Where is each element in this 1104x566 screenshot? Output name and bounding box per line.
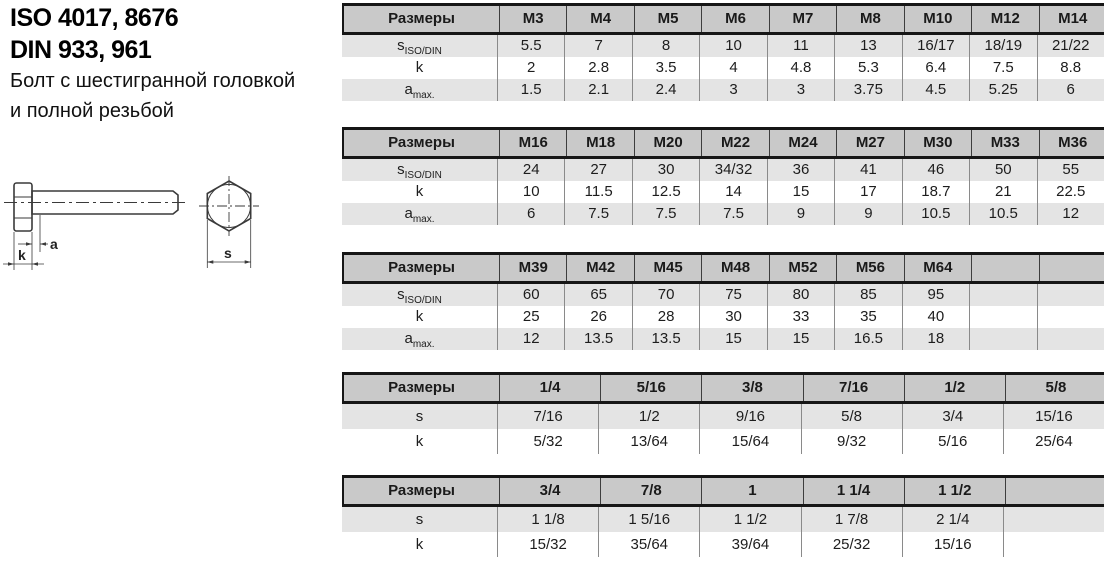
value-cell: 13.5 <box>565 328 632 350</box>
value-cell: 1/2 <box>599 404 700 429</box>
table-row <box>342 429 1104 454</box>
value-cell: 34/32 <box>700 159 767 181</box>
row-label-symbol: s <box>397 286 405 303</box>
value-cell <box>1038 306 1104 328</box>
size-column-header <box>972 255 1039 281</box>
row-label-symbol: k <box>415 536 424 553</box>
value-cell: 10.5 <box>970 203 1037 225</box>
value-cell: 3/4 <box>903 404 1004 429</box>
value-cell: 12.5 <box>633 181 700 203</box>
size-column-header <box>1040 255 1104 281</box>
value-cell: 70 <box>633 284 700 306</box>
value-cell: 11.5 <box>565 181 632 203</box>
metric-sizes-table-m16-m36 <box>342 127 1104 225</box>
value-cell: 5.3 <box>835 57 902 79</box>
value-cell <box>970 328 1037 350</box>
table-row <box>342 35 1104 57</box>
size-column-header: M22 <box>702 130 769 156</box>
value-cell: 85 <box>835 284 902 306</box>
table-row <box>342 507 1104 532</box>
value-cell: 2.1 <box>565 79 632 101</box>
value-cell: 1 1/8 <box>498 507 599 532</box>
size-column-header: 1 <box>702 478 803 504</box>
size-column-header: M20 <box>635 130 702 156</box>
value-cell: 16/17 <box>903 35 970 57</box>
size-column-header: M5 <box>635 6 702 32</box>
value-cell <box>1004 532 1104 557</box>
value-cell: 6 <box>1066 81 1075 98</box>
size-column-header: M6 <box>702 6 769 32</box>
value-cell: 8 <box>633 35 700 57</box>
bolt-head-side <box>14 183 32 231</box>
row-label-symbol: s <box>397 161 405 178</box>
size-column-header: M39 <box>500 255 567 281</box>
size-column-header <box>1006 478 1104 504</box>
size-column-header: 1 1/4 <box>804 478 905 504</box>
value-cell: 21 <box>970 181 1037 203</box>
value-cell: 1 7/8 <box>802 507 903 532</box>
value-cell: 13/64 <box>599 429 700 454</box>
dimension-label-k: k <box>18 247 26 263</box>
table-row <box>342 159 1104 181</box>
row-label <box>342 507 498 532</box>
value-cell: 26 <box>565 306 632 328</box>
table-row <box>342 532 1104 557</box>
value-cell: 5.5 <box>498 35 565 57</box>
table-corner-label: Размеры <box>344 255 500 281</box>
table-header-row <box>342 372 1104 404</box>
row-label <box>342 35 498 57</box>
metric-sizes-table-m3-m14 <box>342 3 1104 101</box>
value-cell: 39/64 <box>700 532 801 557</box>
row-label-subscript: max. <box>412 214 435 225</box>
row-label-symbol: a <box>404 81 413 98</box>
size-column-header: M42 <box>567 255 634 281</box>
size-column-header: 1/4 <box>500 375 601 401</box>
size-column-header: 1 1/2 <box>905 478 1006 504</box>
metric-sizes-table-m39-m64 <box>342 252 1104 350</box>
value-cell: 7 <box>565 35 632 57</box>
size-column-header: M7 <box>770 6 837 32</box>
table-row <box>342 79 1104 101</box>
value-cell: 36 <box>768 159 835 181</box>
value-cell: 3.75 <box>835 79 902 101</box>
table-row <box>342 57 1104 79</box>
value-cell: 15 <box>768 181 835 203</box>
value-cell <box>970 306 1037 328</box>
value-cell: 30 <box>700 306 767 328</box>
value-cell: 30 <box>633 159 700 181</box>
value-cell: 2 <box>498 57 565 79</box>
value-cell: 1 1/2 <box>700 507 801 532</box>
row-label-symbol: k <box>415 183 424 200</box>
value-cell: 9/32 <box>802 429 903 454</box>
row-label <box>342 328 498 350</box>
size-column-header: 3/8 <box>702 375 803 401</box>
value-cell: 55 <box>1062 161 1080 178</box>
value-cell: 14 <box>700 181 767 203</box>
row-label-symbol: k <box>415 308 424 325</box>
value-cell: 15/16 <box>1035 408 1073 425</box>
value-cell: 5/8 <box>802 404 903 429</box>
value-cell <box>970 284 1037 306</box>
inch-sizes-table-threequarter-to-oneandhalf <box>342 475 1104 557</box>
table-corner-label: Размеры <box>344 6 500 32</box>
row-label-symbol: k <box>415 59 424 76</box>
table-corner-label: Размеры <box>344 375 500 401</box>
value-cell: 13.5 <box>633 328 700 350</box>
row-label <box>342 306 498 328</box>
row-label <box>342 284 498 306</box>
value-cell: 75 <box>700 284 767 306</box>
value-cell: 3 <box>700 79 767 101</box>
value-cell: 12 <box>1062 205 1080 222</box>
size-column-header: M18 <box>567 130 634 156</box>
row-label-symbol: a <box>404 330 413 347</box>
size-column-header: M48 <box>702 255 769 281</box>
value-cell <box>1004 507 1104 532</box>
size-column-header: M8 <box>837 6 904 32</box>
value-cell: 95 <box>903 284 970 306</box>
size-column-header: M10 <box>905 6 972 32</box>
value-cell: 10 <box>498 181 565 203</box>
row-label-subscript: ISO/DIN <box>404 46 442 57</box>
value-cell: 21/22 <box>1051 37 1090 54</box>
value-cell: 10 <box>700 35 767 57</box>
value-cell <box>1038 284 1104 306</box>
value-cell: 35/64 <box>599 532 700 557</box>
row-label <box>342 404 498 429</box>
size-column-header: M45 <box>635 255 702 281</box>
value-cell: 18.7 <box>903 181 970 203</box>
row-label-symbol: s <box>415 511 424 528</box>
value-cell: 80 <box>768 284 835 306</box>
value-cell: 2.8 <box>565 57 632 79</box>
value-cell: 35 <box>835 306 902 328</box>
table-row <box>342 404 1104 429</box>
value-cell: 16.5 <box>835 328 902 350</box>
value-cell: 7/16 <box>498 404 599 429</box>
value-cell: 25/32 <box>802 532 903 557</box>
value-cell: 6.4 <box>903 57 970 79</box>
value-cell: 6 <box>498 203 565 225</box>
value-cell: 12 <box>498 328 565 350</box>
value-cell: 7.5 <box>970 57 1037 79</box>
table-corner-label: Размеры <box>344 478 500 504</box>
table-row <box>342 328 1104 350</box>
row-label <box>342 181 498 203</box>
row-label-subscript: max. <box>412 339 435 350</box>
value-cell: 5.25 <box>970 79 1037 101</box>
size-column-header: M36 <box>1058 134 1088 151</box>
value-cell: 2 1/4 <box>903 507 1004 532</box>
row-label-symbol: s <box>415 408 424 425</box>
inch-sizes-table-quarter-to-fiveeighths <box>342 372 1104 454</box>
table-corner-label: Размеры <box>344 130 500 156</box>
row-label-symbol: s <box>397 37 405 54</box>
value-cell: 1 5/16 <box>599 507 700 532</box>
size-column-header: 7/16 <box>804 375 905 401</box>
value-cell <box>1038 328 1104 350</box>
size-column-header: 1/2 <box>905 375 1006 401</box>
value-cell: 7.5 <box>565 203 632 225</box>
value-cell: 3.5 <box>633 57 700 79</box>
size-column-header: M33 <box>972 130 1039 156</box>
value-cell: 17 <box>835 181 902 203</box>
value-cell: 18 <box>903 328 970 350</box>
table-row <box>342 306 1104 328</box>
row-label <box>342 429 498 454</box>
value-cell: 27 <box>565 159 632 181</box>
value-cell: 15/32 <box>498 532 599 557</box>
description-line-1: Болт с шестигранной головкой <box>10 70 296 92</box>
table-header-row <box>342 475 1104 507</box>
row-label <box>342 79 498 101</box>
row-label <box>342 532 498 557</box>
row-label-subscript: max. <box>412 90 435 101</box>
value-cell: 3 <box>768 79 835 101</box>
row-label-symbol: a <box>404 205 413 222</box>
value-cell: 25 <box>498 306 565 328</box>
row-label <box>342 159 498 181</box>
value-cell: 5/16 <box>903 429 1004 454</box>
value-cell: 15/16 <box>903 532 1004 557</box>
standard-iso: ISO 4017, 8676 <box>10 4 179 32</box>
value-cell: 9 <box>768 203 835 225</box>
value-cell: 1.5 <box>498 79 565 101</box>
value-cell: 15 <box>700 328 767 350</box>
table-header-row <box>342 3 1104 35</box>
size-column-header: M24 <box>770 130 837 156</box>
value-cell: 9 <box>835 203 902 225</box>
size-column-header: M30 <box>905 130 972 156</box>
value-cell: 4 <box>700 57 767 79</box>
value-cell: 22.5 <box>1056 183 1086 200</box>
size-column-header: M12 <box>972 6 1039 32</box>
table-row <box>342 203 1104 225</box>
value-cell: 2.4 <box>633 79 700 101</box>
value-cell: 33 <box>768 306 835 328</box>
size-column-header: M14 <box>1058 10 1088 27</box>
value-cell: 4.5 <box>903 79 970 101</box>
value-cell: 4.8 <box>768 57 835 79</box>
title-block <box>10 2 295 126</box>
table-header-row <box>342 127 1104 159</box>
size-column-header: M4 <box>567 6 634 32</box>
size-column-header: 7/8 <box>601 478 702 504</box>
value-cell: 7.5 <box>700 203 767 225</box>
value-cell: 25/64 <box>1035 433 1073 450</box>
size-column-header: M64 <box>905 255 972 281</box>
row-label-subscript: ISO/DIN <box>404 295 442 306</box>
row-label-symbol: k <box>415 433 424 450</box>
row-label <box>342 203 498 225</box>
table-row <box>342 284 1104 306</box>
value-cell: 28 <box>633 306 700 328</box>
size-column-header: 5/8 <box>1045 379 1067 396</box>
table-row <box>342 181 1104 203</box>
value-cell: 24 <box>498 159 565 181</box>
row-label <box>342 57 498 79</box>
value-cell: 7.5 <box>633 203 700 225</box>
value-cell: 5/32 <box>498 429 599 454</box>
value-cell: 40 <box>903 306 970 328</box>
value-cell: 10.5 <box>903 203 970 225</box>
table-header-row <box>342 252 1104 284</box>
value-cell: 13 <box>835 35 902 57</box>
value-cell: 15/64 <box>700 429 801 454</box>
size-column-header: M3 <box>500 6 567 32</box>
value-cell: 65 <box>565 284 632 306</box>
description-line-2: и полной резьбой <box>10 100 174 122</box>
value-cell: 60 <box>498 284 565 306</box>
value-cell: 11 <box>768 35 835 57</box>
value-cell: 8.8 <box>1060 59 1082 76</box>
value-cell: 46 <box>903 159 970 181</box>
value-cell: 18/19 <box>970 35 1037 57</box>
standard-din: DIN 933, 961 <box>10 36 152 64</box>
dimension-label-a: a <box>50 236 58 252</box>
dimension-label-s: s <box>224 245 232 261</box>
size-column-header: 5/16 <box>601 375 702 401</box>
bolt-technical-drawing <box>2 168 274 280</box>
row-label-subscript: ISO/DIN <box>404 170 442 181</box>
size-column-header: 3/4 <box>500 478 601 504</box>
value-cell: 50 <box>970 159 1037 181</box>
value-cell: 41 <box>835 159 902 181</box>
size-column-header: M52 <box>770 255 837 281</box>
value-cell: 9/16 <box>700 404 801 429</box>
size-column-header: M27 <box>837 130 904 156</box>
size-column-header: M16 <box>500 130 567 156</box>
size-column-header: M56 <box>837 255 904 281</box>
value-cell: 15 <box>768 328 835 350</box>
